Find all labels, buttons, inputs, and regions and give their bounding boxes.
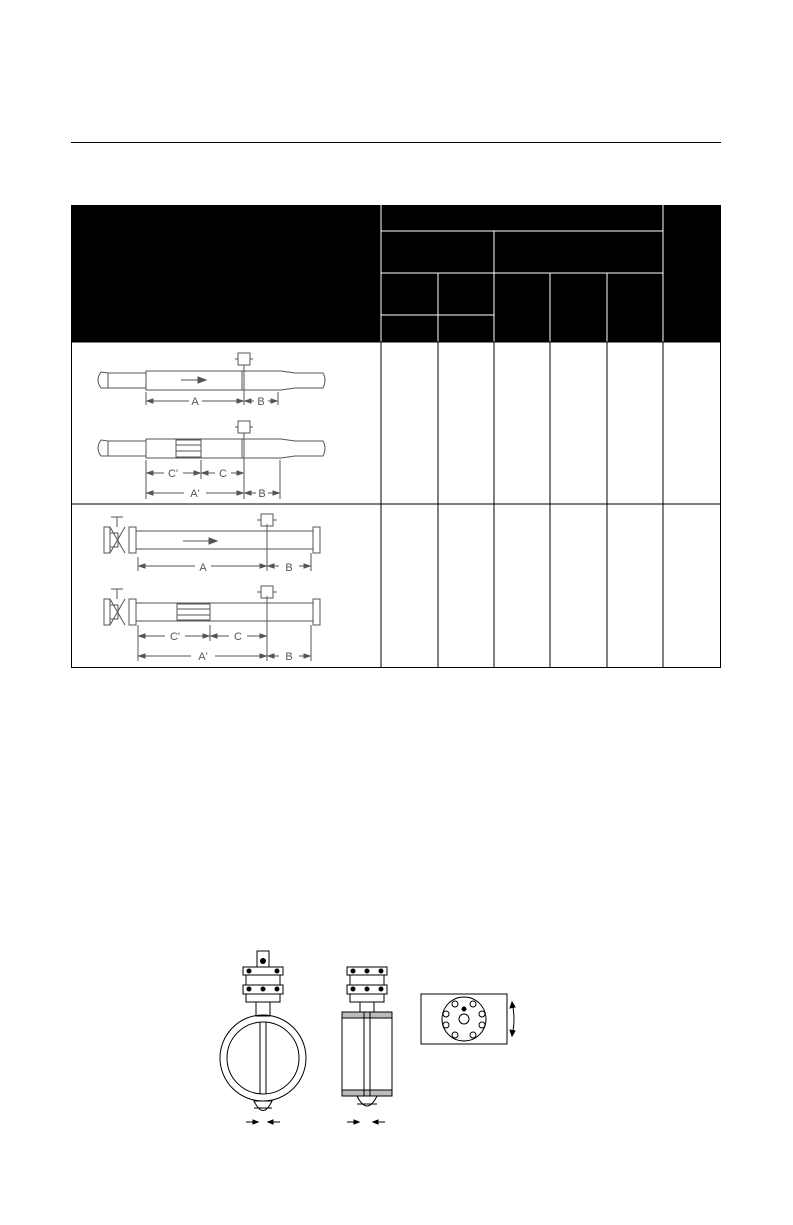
row2-diagram-bottom	[104, 586, 320, 661]
row2-bottom-dim-a-prime: A'	[198, 651, 208, 663]
row1-diagram-top	[98, 353, 325, 405]
valve-figure	[210, 950, 530, 1130]
row1-bottom-dim-a-prime: A'	[190, 488, 200, 500]
row2-top-dim-a: A	[199, 562, 207, 574]
row1-top-dim-a: A	[191, 396, 199, 408]
row2-top-dim-b: B	[285, 562, 293, 574]
straight-run-table	[71, 205, 721, 668]
body-grid	[71, 342, 721, 668]
row1-diagram-bottom	[98, 421, 325, 499]
top-rule	[71, 142, 721, 143]
flange-face-view	[421, 994, 515, 1044]
table-svg	[71, 205, 721, 668]
row1-bottom-dim-b: B	[258, 488, 266, 500]
row2-bottom-dim-b: B	[285, 651, 293, 663]
valve-front-view	[220, 951, 306, 1124]
row1-top-dim-b: B	[257, 396, 265, 408]
row2-bottom-dim-c-prime: C'	[169, 631, 181, 643]
valve-side-view	[342, 967, 392, 1124]
row1-bottom-dim-c-prime: C'	[167, 468, 179, 480]
row2-bottom-dim-c: C	[234, 631, 242, 643]
valve-figure-svg	[210, 950, 530, 1130]
row1-bottom-dim-c: C	[219, 468, 227, 480]
